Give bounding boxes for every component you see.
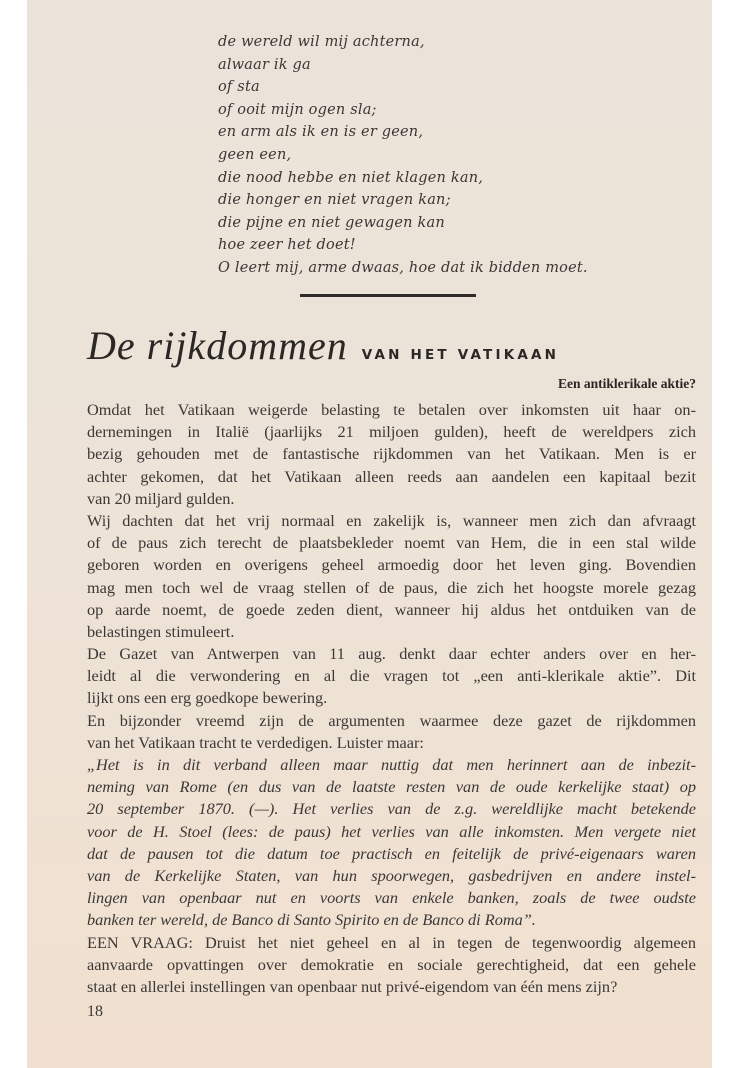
paragraph [87,399,696,510]
paragraph [87,932,696,999]
text-line: De Gazet van Antwerpen van 11 aug. denkt daar echter anders over en her- [87,644,696,664]
article-title-script: De rijkdommen [87,323,348,368]
text-line: Wij dachten dat het vrij normaal en zakelijk is, wanneer men zich dan afvraagt [87,510,696,530]
poem-line: geen een, [218,146,292,163]
block-quote [87,754,696,932]
poem [218,31,588,280]
poem-line: de wereld wil mij achterna, [218,34,425,50]
article-title-caps: VAN HET VATIKAAN [361,347,560,363]
text-line: voor de H. Stoel (lees: de paus) het verlies van alle inkomsten. Men vergete niet [87,821,696,841]
text-line: 20 september 1870. (—). Het verlies van de z.g. wereldlijke macht betekende [87,799,696,819]
text-line: geboren worden en overigens geheel armoedig door het leven ging. Bovendien [87,555,696,575]
poem-line: of ooit mijn ogen sla; [218,101,377,118]
text-line: neming van Rome (en dus van de laatste resten van de oude kerkelijke staat) op [87,777,696,797]
text-line: achter gekomen, dat het Vatikaan alleen reeds aan aandelen een kapitaal bezit [87,466,696,486]
text-line: of de paus zich terecht de plaatsbekleder noemt van Hem, die in een stal wilde [87,533,696,553]
paragraph [87,710,696,754]
text-line: van 20 miljard gulden. [87,488,235,508]
text-line: En bijzonder vreemd zijn de argumenten waarmee deze gazet de rijkdommen [87,710,696,730]
text-line: „Het is in dit verband alleen maar nuttig dat men herinnert aan de inbezit- [87,755,696,774]
text-line: lijkt ons een erg goedkope bewering. [87,688,328,708]
document-page [27,0,712,1068]
page-number: 18 [87,1003,103,1020]
poem-line: alwaar ik ga [218,56,311,73]
article-title [87,324,559,368]
text-line: leidt al die verwondering en al die vragen tot „een anti-klerikale aktie”. Dit [87,666,696,686]
text-line: bezig gehouden met de fantastische rijkdommen van het Vatikaan. Men is er [87,444,696,464]
poem-line: of sta [218,79,260,96]
text-line: belastingen stimuleert. [87,621,235,641]
text-line: staat en allerlei instellingen van openbaar nut privé-eigendom van één mens zijn? [87,976,618,996]
paragraph [87,643,696,710]
poem-line: O leert mij, arme dwaas, hoe dat ik bidden moet. [218,259,588,276]
text-line: van het Vatikaan tracht te verdedigen. Luister maar: [87,732,424,752]
text-line: dat de pausen tot die datum toe practisch en feitelijk de privé-eigenaars waren [87,843,696,863]
text-line: EEN VRAAG: Druist het niet geheel en al in tegen de tegenwoordig algemeen [87,932,696,952]
section-divider [300,294,476,297]
poem-line: en arm als ik en is er geen, [218,124,424,141]
text-line: banken ter wereld, de Banco di Santo Spirito en de Banco di Roma”. [87,910,536,930]
poem-line: die pijne en niet gewagen kan [218,214,445,231]
text-line: Omdat het Vatikaan weigerde belasting te betalen over inkomsten uit haar on- [87,400,696,419]
text-line: aanvaarde opvattingen over demokratie en sociale gerechtigheid, dat een gehele [87,954,696,974]
text-line: van de Kerkelijke Staten, van hun spoorwegen, gasbedrijven en andere instel- [87,865,696,885]
paragraph [87,510,696,643]
article-body [87,399,696,998]
poem-line: die honger en niet vragen kan; [218,192,451,209]
text-line: mag men toch wel de vraag stellen of de paus, die zich het hoogste morele gezag [87,577,696,597]
article-subheading: Een antiklerikale aktie? [558,376,696,391]
poem-line: hoe zeer het doet! [218,237,356,254]
poem-line: die nood hebbe en niet klagen kan, [218,169,484,186]
text-line: op aarde noemt, de goede zeden dient, wanneer hij aldus het ontduiken van de [87,599,696,619]
text-line: lingen van openbaar nut en voorts van enkele banken, zoals de twee oudste [87,888,696,908]
text-line: dernemingen in Italië (jaarlijks 21 miljoen gulden), heeft de wereldpers zich [87,422,696,442]
